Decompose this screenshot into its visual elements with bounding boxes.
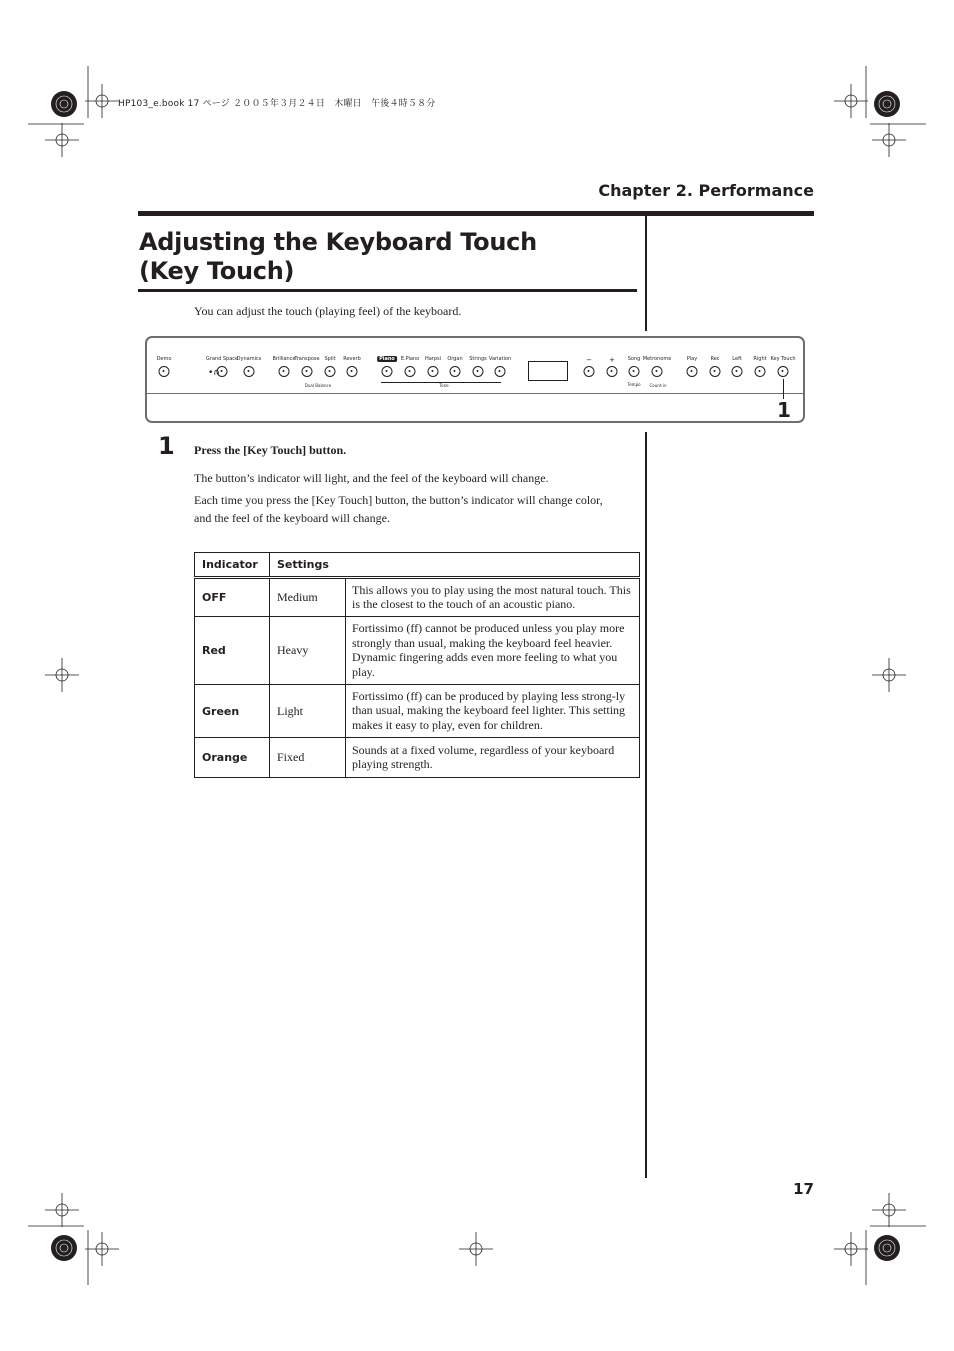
panel-label: Rec bbox=[710, 356, 720, 362]
panel-label: Strings bbox=[469, 356, 487, 362]
panel-label: + bbox=[609, 356, 615, 364]
page-number: 17 bbox=[793, 1180, 814, 1198]
row-setting: Medium bbox=[270, 578, 346, 617]
title-line-2: (Key Touch) bbox=[139, 257, 295, 285]
panel-label: Right bbox=[753, 356, 767, 362]
title-line-1: Adjusting the Keyboard Touch bbox=[139, 228, 537, 256]
row-description: Fortissimo (ff) cannot be produced unless you play more strongly than usual, making the keyboard feel heavier. Dynamic fingering adds even more feeling to what you play. bbox=[346, 617, 640, 685]
control-panel-illustration bbox=[145, 336, 805, 423]
file-header-meta: HP103_e.book 17 ページ ２００５年３月２４日 木曜日 午後４時５８分 bbox=[118, 99, 436, 109]
panel-button-knob bbox=[244, 366, 255, 377]
panel-button-knob bbox=[450, 366, 461, 377]
panel-button-knob bbox=[495, 366, 506, 377]
panel-button-knob bbox=[473, 366, 484, 377]
callout-number: 1 bbox=[777, 398, 791, 422]
step-paragraph-1: The button’s indicator will light, and the feel of the keyboard will change. bbox=[194, 471, 549, 485]
panel-label: Metronome bbox=[642, 356, 672, 362]
panel-label: Dynamics bbox=[236, 356, 262, 362]
panel-button-knob bbox=[382, 366, 393, 377]
title-underline bbox=[138, 289, 637, 292]
panel-label: Play bbox=[686, 356, 698, 362]
panel-display bbox=[528, 361, 568, 381]
step-paragraph-2-line-2: and the feel of the keyboard will change. bbox=[194, 511, 390, 525]
panel-label: Grand Space bbox=[205, 356, 239, 362]
table-header-row bbox=[195, 553, 640, 578]
intro-text: You can adjust the touch (playing feel) of the keyboard. bbox=[194, 304, 462, 318]
panel-button-knob bbox=[732, 366, 743, 377]
panel-label: Song bbox=[627, 356, 641, 362]
panel-button-knob bbox=[302, 366, 313, 377]
row-setting: Light bbox=[270, 685, 346, 738]
row-indicator: Green bbox=[195, 685, 270, 738]
table-row bbox=[195, 685, 640, 738]
panel-button-knob bbox=[778, 366, 789, 377]
panel-label: Left bbox=[732, 356, 742, 362]
panel-label: Harpsi bbox=[424, 356, 442, 362]
panel-button-knob bbox=[652, 366, 663, 377]
callout-leader bbox=[783, 379, 784, 399]
panel-label: − bbox=[586, 356, 592, 364]
panel-button-knob bbox=[279, 366, 290, 377]
row-description: Sounds at a fixed volume, regardless of your keyboard playing strength. bbox=[346, 738, 640, 778]
step-number: 1 bbox=[158, 432, 175, 460]
panel-divider bbox=[147, 393, 803, 394]
row-description: This allows you to play using the most natural touch. This is the closest to the touch of an acoustic piano. bbox=[346, 578, 640, 617]
page-title bbox=[139, 228, 537, 286]
headphone-icon: •∩ bbox=[208, 368, 220, 378]
tone-label: Tone bbox=[439, 383, 449, 388]
row-indicator: Red bbox=[195, 617, 270, 685]
panel-label: Variation bbox=[488, 356, 512, 362]
panel-button-knob bbox=[428, 366, 439, 377]
panel-button-knob bbox=[607, 366, 618, 377]
step-title: Press the [Key Touch] button. bbox=[194, 443, 347, 457]
row-setting: Heavy bbox=[270, 617, 346, 685]
column-divider-bottom bbox=[645, 432, 647, 1178]
table-row bbox=[195, 738, 640, 778]
panel-label: Brilliance bbox=[272, 356, 296, 362]
panel-button-knob bbox=[710, 366, 721, 377]
countin-label: Count-in bbox=[649, 383, 667, 388]
header-indicator: Indicator bbox=[195, 553, 270, 578]
table-row bbox=[195, 578, 640, 617]
panel-label: Demo bbox=[156, 356, 172, 362]
panel-button-knob bbox=[629, 366, 640, 377]
panel-button-knob bbox=[584, 366, 595, 377]
table-row bbox=[195, 617, 640, 685]
panel-label: Reverb bbox=[343, 356, 361, 362]
row-indicator: OFF bbox=[195, 578, 270, 617]
row-description: Fortissimo (ff) can be produced by playing less strong-ly than usual, making the keyboard feel lighter. This setting makes it easy to play, even for children. bbox=[346, 685, 640, 738]
panel-button-knob bbox=[159, 366, 170, 377]
step-paragraph-2-line-1: Each time you press the [Key Touch] button, the button’s indicator will change color, bbox=[194, 493, 603, 507]
panel-label: Split bbox=[324, 356, 336, 362]
panel-label: E.Piano bbox=[400, 356, 420, 362]
header-settings: Settings bbox=[270, 553, 640, 578]
panel-button-knob bbox=[755, 366, 766, 377]
row-indicator: Orange bbox=[195, 738, 270, 778]
panel-label: Transpose bbox=[294, 356, 320, 362]
panel-button-knob bbox=[347, 366, 358, 377]
panel-button-knob bbox=[405, 366, 416, 377]
row-setting: Fixed bbox=[270, 738, 346, 778]
panel-button-knob bbox=[687, 366, 698, 377]
panel-button-knob bbox=[325, 366, 336, 377]
key-touch-table bbox=[194, 552, 640, 778]
panel-label: Piano bbox=[379, 356, 395, 362]
tempo-label: Tempo bbox=[627, 382, 641, 387]
top-rule bbox=[138, 211, 814, 216]
chapter-heading: Chapter 2. Performance bbox=[598, 181, 814, 200]
dual-balance-label: Dual Balance bbox=[304, 383, 332, 388]
panel-label: Organ bbox=[447, 356, 463, 362]
column-divider-top bbox=[645, 216, 647, 331]
step-paragraph-2 bbox=[194, 491, 603, 527]
panel-label: Key Touch bbox=[770, 356, 796, 362]
